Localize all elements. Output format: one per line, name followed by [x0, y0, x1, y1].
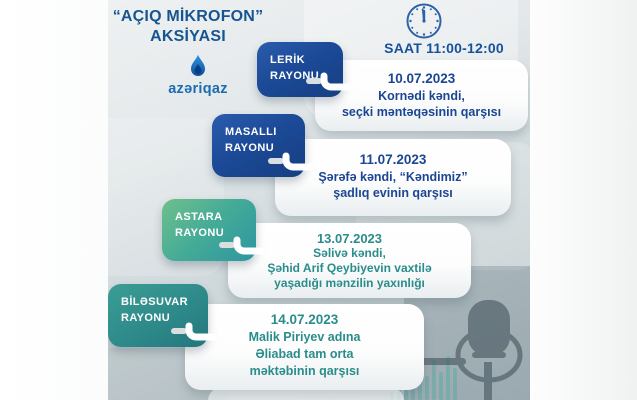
brand-logo: [146, 54, 250, 97]
district-name-line2: RAYONU: [225, 142, 275, 154]
clock-icon: [404, 1, 444, 41]
event-date: 13.07.2023: [316, 231, 383, 246]
page-title: [110, 7, 266, 47]
event-location-line: Şəhid Arif Qeybiyevin vaxtilə: [267, 261, 432, 275]
gas-pipe-icon: [305, 71, 353, 95]
event-location-line: yaşadığı mənzilin yaxınlığı: [274, 276, 425, 290]
right-margin: [530, 0, 637, 400]
district-name-line1: ASTARA: [175, 211, 223, 223]
district-badge-astara: [162, 199, 256, 261]
event-location-line: Səlivə kəndi,: [313, 246, 386, 260]
event-date: 14.07.2023: [270, 312, 339, 327]
left-margin: [0, 0, 108, 400]
event-location-line: seçki məntəqəsinin qarşısı: [341, 105, 502, 119]
district-badge-lerik: [257, 42, 343, 97]
event-location-line: Malik Piriyev adına: [248, 330, 361, 344]
event-card-bilesuvar: [185, 304, 424, 390]
event-date: 11.07.2023: [359, 152, 427, 167]
event-location-line: məktəbinin qarşısı: [249, 364, 360, 378]
event-location-line: Şərəfə kəndi, “Kəndimiz”: [318, 170, 468, 184]
title-line2: AKSİYASI: [150, 28, 226, 45]
district-name-line1: MASALLI: [225, 126, 277, 138]
time-label: SAAT 11:00-12:00: [384, 40, 504, 56]
district-name-line1: LERİK: [270, 54, 305, 66]
district-name-line1: BİLƏSUVAR: [121, 296, 188, 308]
district-badge-masalli: [212, 114, 305, 177]
event-location-line: şadlıq evinin qarşısı: [333, 186, 453, 200]
event-location-line: Əliabad tam orta: [255, 347, 354, 361]
event-location-line: Kornədi kəndi,: [378, 89, 465, 103]
district-name-line2: RAYONU: [270, 70, 320, 82]
district-name-line2: RAYONU: [121, 312, 171, 324]
poster: [108, 0, 530, 400]
district-badge-bilesuvar: [108, 284, 208, 347]
flame-icon: [187, 54, 209, 80]
district-name-line2: RAYONU: [175, 227, 225, 239]
gas-pipe-icon: [170, 321, 218, 345]
brand-name: azəriqaz: [168, 81, 228, 97]
event-date: 10.07.2023: [387, 71, 456, 86]
title-line1: “AÇIQ MİKROFON”: [112, 8, 264, 25]
gas-pipe-icon: [218, 235, 266, 259]
gas-pipe-icon: [267, 151, 315, 175]
